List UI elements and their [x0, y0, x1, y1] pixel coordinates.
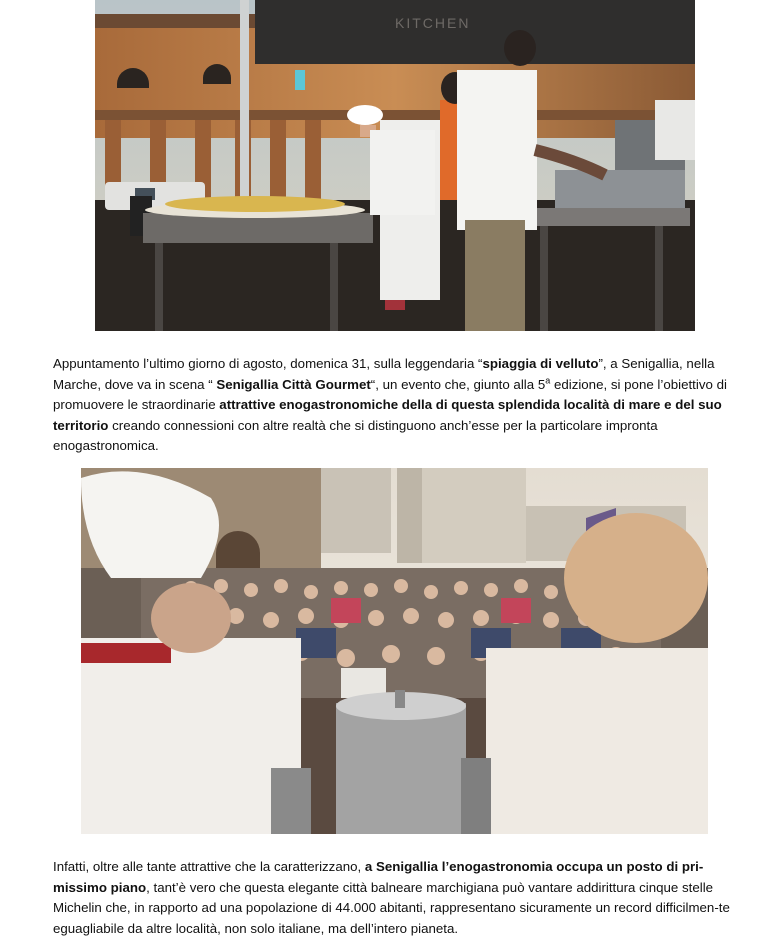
crowd-event-photo — [81, 468, 708, 834]
bold-text: attrattive enogastronomiche della di questa splendida località di mare e del suo territorio — [53, 397, 722, 433]
bold-text: a Senigallia l’enogastronomia occupa un posto di pri-missimo piano — [53, 859, 704, 895]
cooking-stage-photo — [95, 0, 695, 331]
stage-sign-text: KITCHEN — [395, 15, 471, 31]
text-run: Appuntamento l’ultimo giorno di agosto, domenica 31, sulla leggendaria “ — [53, 356, 483, 371]
text-run: ”, a Senigallia, nella Marche, dove va in scena “ — [53, 356, 715, 392]
text-run: edizione, si pone l’obiettivo di promuovere le straordinarie — [53, 376, 727, 413]
body-paragraph — [53, 857, 733, 939]
text-run: creando connessioni con altre realtà che si distinguono anch’esse per la particolare impronta enogastronomica. — [53, 417, 658, 454]
text-run: , tant’è vero che questa elegante città balneare marchigiana può vantare addirittura cinque stelle Michelin che, in rapporto ad una popolazione di 44.000 abitanti, rappresentano sicuramente un record difficilmen-te eguagliabile da altre località, non solo italiane, ma dell’intero pianeta. — [53, 879, 730, 936]
text-run: Infatti, oltre alle tante attrattive che la caratterizzano, — [53, 859, 365, 874]
bold-text: Senigallia Città Gourmet — [216, 376, 371, 392]
intro-paragraph — [53, 354, 733, 457]
superscript: a — [545, 375, 551, 386]
text-run: “, un evento che, giunto alla 5 — [370, 376, 546, 392]
bold-text: spiaggia di velluto — [482, 356, 599, 371]
